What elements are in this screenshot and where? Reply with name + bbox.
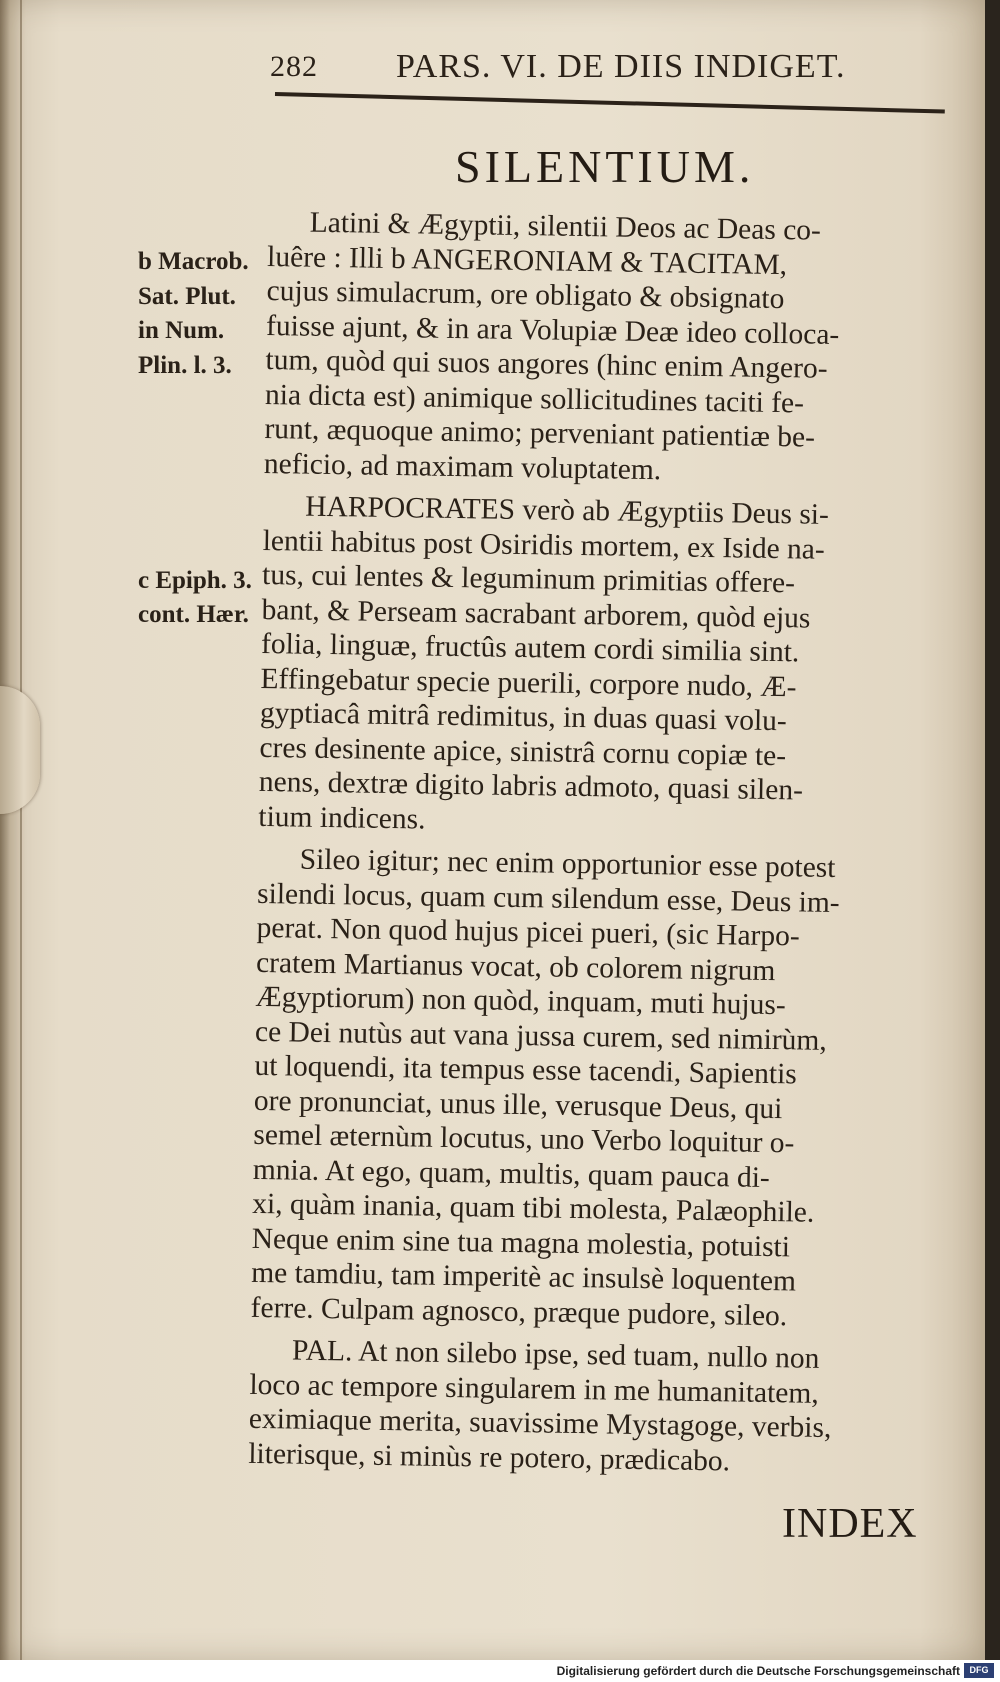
text-line: bant, & Perseam sacrabant arborem, quòd ejus <box>261 593 811 635</box>
text-line: xi, quàm inania, quam tibi molesta, Palæophile. <box>252 1187 815 1229</box>
text-line: cujus simulacrum, ore obligato & obsignato <box>266 274 785 316</box>
margin-note: cont. Hær. <box>138 601 249 628</box>
text-line: gyptiacâ mitrâ redimitus, in duas quasi volu- <box>259 696 788 738</box>
dfg-logo-icon: DFG <box>964 1663 994 1678</box>
text-line: tium indicens. <box>258 800 426 836</box>
margin-note: c Epiph. 3. <box>138 566 252 594</box>
text-line: fuisse ajunt, & in ara Volupiæ Deæ ideo colloca- <box>265 309 840 351</box>
page-clip-tab <box>0 686 40 814</box>
text-line: silendi locus, quam cum silendum esse, Deus im- <box>256 877 840 919</box>
text-line: tum, quòd qui suos angores (hinc enim Angero- <box>265 343 828 385</box>
text-line: folia, linguæ, fructûs autem cordi similia sint. <box>260 627 800 669</box>
text-line: ferre. Culpam agnosco, præque pudore, sileo. <box>250 1291 788 1332</box>
running-title: PARS. VI. DE DIIS INDIGET. <box>396 48 846 85</box>
text-line: me tamdiu, tam imperitè ac insulsè loquentem <box>250 1256 797 1298</box>
text-line: perat. Non quod hujus picei pueri, (sic Harpo- <box>256 911 800 953</box>
page-gutter <box>20 0 22 1660</box>
text-line: tus, cui lentes & leguminum primitias offere- <box>261 558 796 600</box>
page-header <box>270 40 870 90</box>
text-line: literisque, si minùs re potero, prædicabo. <box>248 1437 731 1477</box>
text-line: runt, æquoque animo; perveniant patientiæ be- <box>264 412 816 454</box>
page-number: 282 <box>270 50 318 83</box>
text-line: luêre : Illi b ANGERONIAM & TACITAM, <box>266 240 788 281</box>
text-line: cres desinente apice, sinistrâ cornu copiæ te- <box>259 731 787 772</box>
text-line: ut loquendi, ita tempus esse tacendi, Sapientis <box>254 1049 798 1091</box>
text-line: cratem Martianus vocat, ob colorem nigrum <box>255 946 776 987</box>
text-line: Ægyptiorum) non quòd, inquam, muti hujus- <box>255 980 786 1022</box>
text-line: ore pronunciat, unus ille, verusque Deus, qui <box>253 1084 783 1125</box>
text-line: mnia. At ego, quam, multis, quam pauca di- <box>252 1153 771 1194</box>
text-line: loco ac tempore singularem in me humanitatem, <box>249 1368 819 1410</box>
text-line: Neque enim sine tua magna molestia, potuisti <box>251 1222 791 1263</box>
text-line: nia dicta est) animique sollicitudines taciti fe- <box>264 378 805 419</box>
text-line: HARPOCRATES verò ab Ægyptiis Deus si- <box>305 490 830 531</box>
text-line: Sileo igitur; nec enim opportunior esse potest <box>299 843 836 884</box>
header-rule <box>275 92 945 114</box>
footer-credit: Digitalisierung gefördert durch die Deutsche Forschungsgemeinschaft <box>556 1664 960 1678</box>
margin-note: in Num. <box>138 317 225 344</box>
text-line: semel æternùm locutus, uno Verbo loquitur o- <box>253 1118 795 1160</box>
margin-note: Sat. Plut. <box>138 282 236 310</box>
text-line: lentii habitus post Osiridis mortem, ex Iside na- <box>262 524 825 566</box>
text-line: neficio, ad maximam voluptatem. <box>263 447 662 486</box>
text-line: PAL. At non silebo ipse, sed tuam, nullo non <box>291 1334 820 1375</box>
margin-note: Plin. l. 3. <box>138 351 232 379</box>
footer-bar <box>0 1660 1000 1682</box>
margin-note: b Macrob. <box>138 248 249 275</box>
catchword: INDEX <box>782 1501 918 1547</box>
body-text <box>248 205 948 1482</box>
text-line: nens, dextræ digito labris admoto, quasi silen- <box>258 765 804 807</box>
text-line: eximiaque merita, suavissime Mystagoge, verbis, <box>248 1402 832 1444</box>
section-title: SILENTIUM. <box>455 141 755 192</box>
text-line: Effingebatur specie puerili, corpore nudo, Æ- <box>260 662 797 703</box>
text-line: ce Dei nutùs aut vana jussa curem, sed nimirùm, <box>254 1015 828 1057</box>
text-line: Latini & Ægyptii, silentii Deos ac Deas co- <box>309 206 822 247</box>
